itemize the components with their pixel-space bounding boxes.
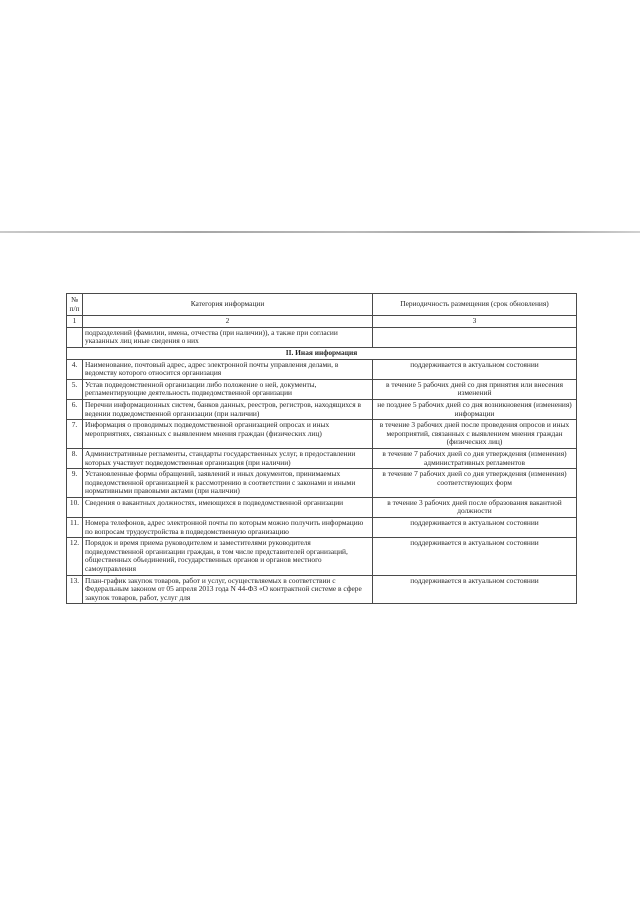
row-num: 8. <box>67 448 83 468</box>
table-row <box>67 448 577 468</box>
table-row <box>67 575 577 604</box>
row-period: поддерживается в актуальном состоянии <box>373 538 577 575</box>
row-period: поддерживается в актуальном состоянии <box>373 359 577 379</box>
row-num: 6. <box>67 399 83 419</box>
section-row <box>67 347 577 359</box>
row-category: Информация о проводимых подведомственной организацией опросах и иных мероприятиях, связанных с выявлением мнения граждан (физических лиц) <box>83 420 373 449</box>
table-row <box>67 538 577 575</box>
table-row <box>67 469 577 498</box>
row-period: в течение 7 рабочих дней со дня утверждения (изменения) административных регламентов <box>373 448 577 468</box>
row-period: в течение 3 рабочих дней после образования вакантной должности <box>373 497 577 517</box>
column-index-row <box>67 316 577 328</box>
row-period: поддерживается в актуальном состоянии <box>373 575 577 604</box>
row-period: в течение 7 рабочих дней со дня утверждения (изменения) соответствующих форм <box>373 469 577 498</box>
table-row <box>67 399 577 419</box>
carry-over-row <box>67 327 577 347</box>
index-cell: 3 <box>373 316 577 328</box>
row-period: в течение 3 рабочих дней после проведения опросов и иных мероприятий, связанных с выявлением мнения граждан (физических лиц) <box>373 420 577 449</box>
table-row <box>67 379 577 399</box>
row-category: Номера телефонов, адрес электронной почты по которым можно получить информацию по вопросам трудоустройства в подведомственную организацию <box>83 518 373 538</box>
row-num: 7. <box>67 420 83 449</box>
index-cell: 1 <box>67 316 83 328</box>
row-num: 12. <box>67 538 83 575</box>
row-period <box>373 327 577 347</box>
index-cell: 2 <box>83 316 373 328</box>
table-row <box>67 497 577 517</box>
row-category: Перечни информационных систем, банков данных, реестров, регистров, находящихся в ведении подведомственной организации (при наличии) <box>83 399 373 419</box>
row-category: Установленные формы обращений, заявлений и иных документов, принимаемых подведомственной организацией к рассмотрению в соответствии с законами и иными нормативными правовыми актами (при наличии) <box>83 469 373 498</box>
row-num <box>67 327 83 347</box>
row-period: не позднее 5 рабочих дней со дня возникновения (изменения) информации <box>373 399 577 419</box>
row-category: Административные регламенты, стандарты государственных услуг, в предоставлении которых участвует подведомственная организация (при наличии) <box>83 448 373 468</box>
row-category: План-график закупок товаров, работ и услуг, осуществляемых в соответствии с Федеральным законом от 05 апреля 2013 года N 44-ФЗ «О контрактной системе в сфере закупок товаров, работ, услуг для <box>83 575 373 604</box>
table-row <box>67 359 577 379</box>
header-period: Периодичность размещения (срок обновления) <box>373 294 577 316</box>
header-num: № п/п <box>67 294 83 316</box>
section-title: II. Иная информация <box>67 347 577 359</box>
header-category: Категория информации <box>83 294 373 316</box>
row-category: Порядок и время приема руководителем и заместителями руководителя подведомственной организации граждан, в том числе представителей организаций, общественных объединений, государственных органов и органов местного самоуправления <box>83 538 373 575</box>
row-num: 5. <box>67 379 83 399</box>
table-row <box>67 420 577 449</box>
row-category: Сведения о вакантных должностях, имеющихся в подведомственной организации <box>83 497 373 517</box>
row-num: 10. <box>67 497 83 517</box>
row-category: Устав подведомственной организации либо положение о ней, документы, регламентирующие деятельность подведомственной организации <box>83 379 373 399</box>
document-page <box>66 293 576 604</box>
information-table <box>66 293 577 604</box>
table-header-row <box>67 294 577 316</box>
row-category: Наименование, почтовый адрес, адрес электронной почты управления делами, в ведомству которого относится организация <box>83 359 373 379</box>
row-num: 13. <box>67 575 83 604</box>
row-category: подразделений (фамилии, имена, отчества (при наличии)), а также при согласии указанных лиц иные сведения о них <box>83 327 373 347</box>
row-period: поддерживается в актуальном состоянии <box>373 518 577 538</box>
row-num: 9. <box>67 469 83 498</box>
row-num: 4. <box>67 359 83 379</box>
row-num: 11. <box>67 518 83 538</box>
scan-artifact-line <box>0 231 640 233</box>
row-period: в течение 5 рабочих дней со дня принятия или внесения изменений <box>373 379 577 399</box>
table-row <box>67 518 577 538</box>
